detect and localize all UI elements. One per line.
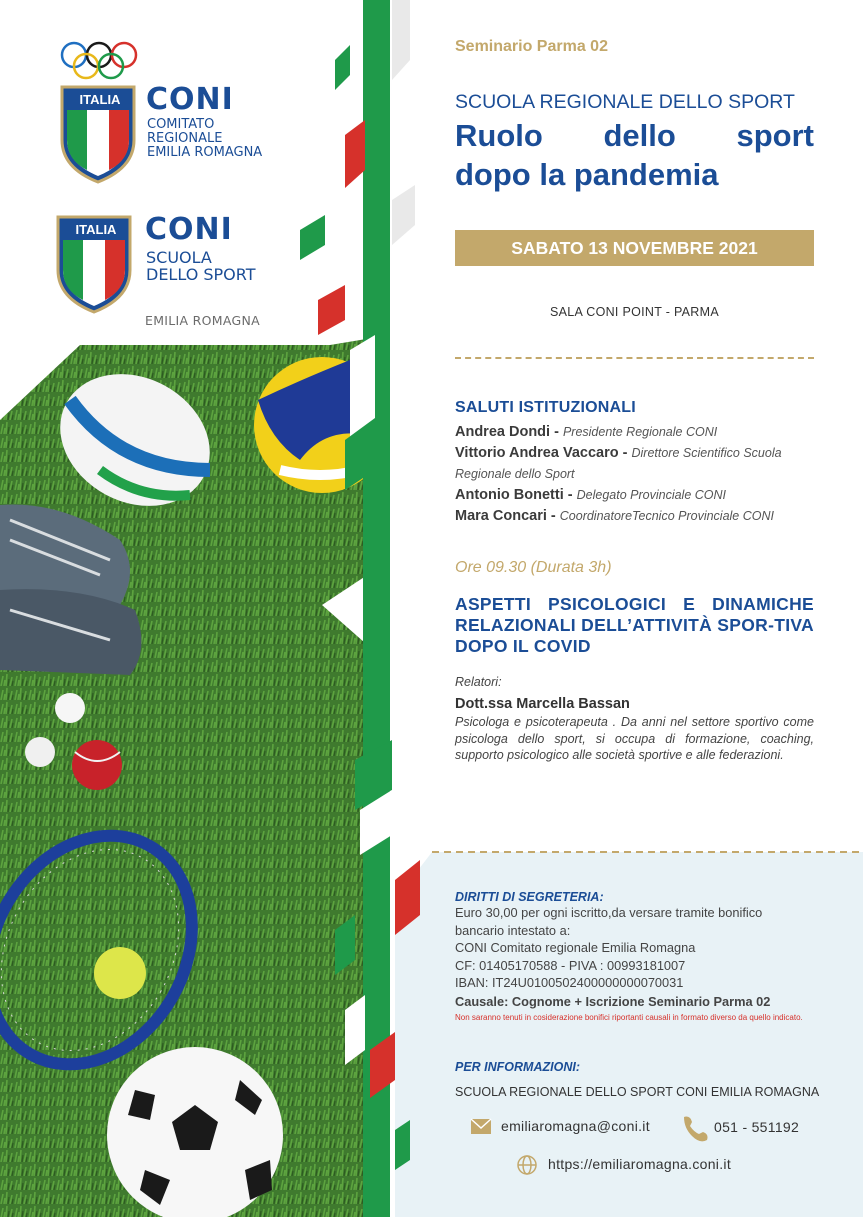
info-heading: PER INFORMAZIONI: xyxy=(455,1060,580,1074)
fees-heading: DIRITTI DI SEGRETERIA: xyxy=(455,890,604,904)
coni-scuola-logo-text: CONI xyxy=(145,212,233,247)
session-title: ASPETTI PSICOLOGICI E DINAMICHE RELAZIONALI DELL’ATTIVITÀ SPOR-TIVA DOPO IL COVID xyxy=(455,594,814,656)
speakers-list xyxy=(455,422,817,527)
event-date-banner: SABATO 13 NOVEMBRE 2021 xyxy=(455,230,814,266)
list-item: Mara Concari - CoordinatoreTecnico Provinciale CONI xyxy=(455,508,774,524)
golf-ball-image xyxy=(25,737,55,767)
envelope-icon xyxy=(471,1119,491,1134)
speaker-description: Psicologa e psicoterapeuta . Da anni nel settore sportivo come psicologa dello sport, si occupa di formazione, coaching, supporto psicologico alle società sportive e alle federazioni. xyxy=(455,715,814,762)
section-heading-saluti: SALUTI ISTITUZIONALI xyxy=(455,399,636,416)
coni-logo-text: CONI xyxy=(146,82,234,117)
list-item: Regionale dello Sport xyxy=(455,467,575,481)
tennis-ball-image xyxy=(94,947,146,999)
coni-scuola-logo-subtitle: SCUOLA DELLO SPORT xyxy=(146,248,256,284)
shield-badge-label: ITALIA xyxy=(79,92,121,107)
email-link[interactable]: emiliaromagna@coni.it xyxy=(501,1118,650,1134)
list-item: Vittorio Andrea Vaccaro - Direttore Scientifico Scuola xyxy=(455,445,782,461)
school-title: SCUOLA REGIONALE DELLO SPORT xyxy=(455,91,795,113)
event-title: Ruolo dello sport xyxy=(455,118,814,153)
phone-number[interactable]: 051 - 551192 xyxy=(714,1119,800,1135)
website-link[interactable]: https://emiliaromagna.coni.it xyxy=(548,1156,732,1172)
soccer-ball-image xyxy=(107,1047,283,1217)
seminar-label: Seminario Parma 02 xyxy=(455,38,608,55)
fees-details: Euro 30,00 per ogni iscritto,da versare tramite bonifico bancario intestato a: CONI Comitato regionale Emilia Romagna CF: 01405170588 - PIVA : 00993181007 IBAN: IT24U0100502400000000070031 xyxy=(455,905,763,990)
golf-ball-image xyxy=(55,693,85,723)
session-time: Ore 09.30 (Durata 3h) xyxy=(455,559,612,576)
event-location: SALA CONI POINT - PARMA xyxy=(550,305,719,319)
olympic-rings-logo xyxy=(62,43,136,78)
speaker-name: Dott.ssa Marcella Bassan xyxy=(455,696,630,712)
divider xyxy=(455,357,814,359)
list-item: Andrea Dondi - Presidente Regionale CONI xyxy=(455,424,718,440)
event-title-line2: dopo la pandemia xyxy=(455,157,719,192)
speakers-label: Relatori: xyxy=(455,675,502,689)
list-item: Antonio Bonetti - Delegato Provinciale CONI xyxy=(455,487,726,503)
cricket-ball-image xyxy=(72,740,122,790)
region-label: EMILIA ROMAGNA xyxy=(145,313,260,328)
payment-warning: Non saranno tenuti in cosiderazione bonifici riportanti causali in formato diverso da quello indicato. xyxy=(455,1013,803,1022)
organization-name: SCUOLA REGIONALE DELLO SPORT CONI EMILIA ROMAGNA xyxy=(455,1085,820,1099)
coni-logo-subtitle: COMITATO REGIONALE EMILIA ROMAGNA xyxy=(147,117,263,160)
shield-badge-label: ITALIA xyxy=(75,222,117,237)
payment-reference: Causale: Cognome + Iscrizione Seminario Parma 02 xyxy=(455,994,771,1009)
